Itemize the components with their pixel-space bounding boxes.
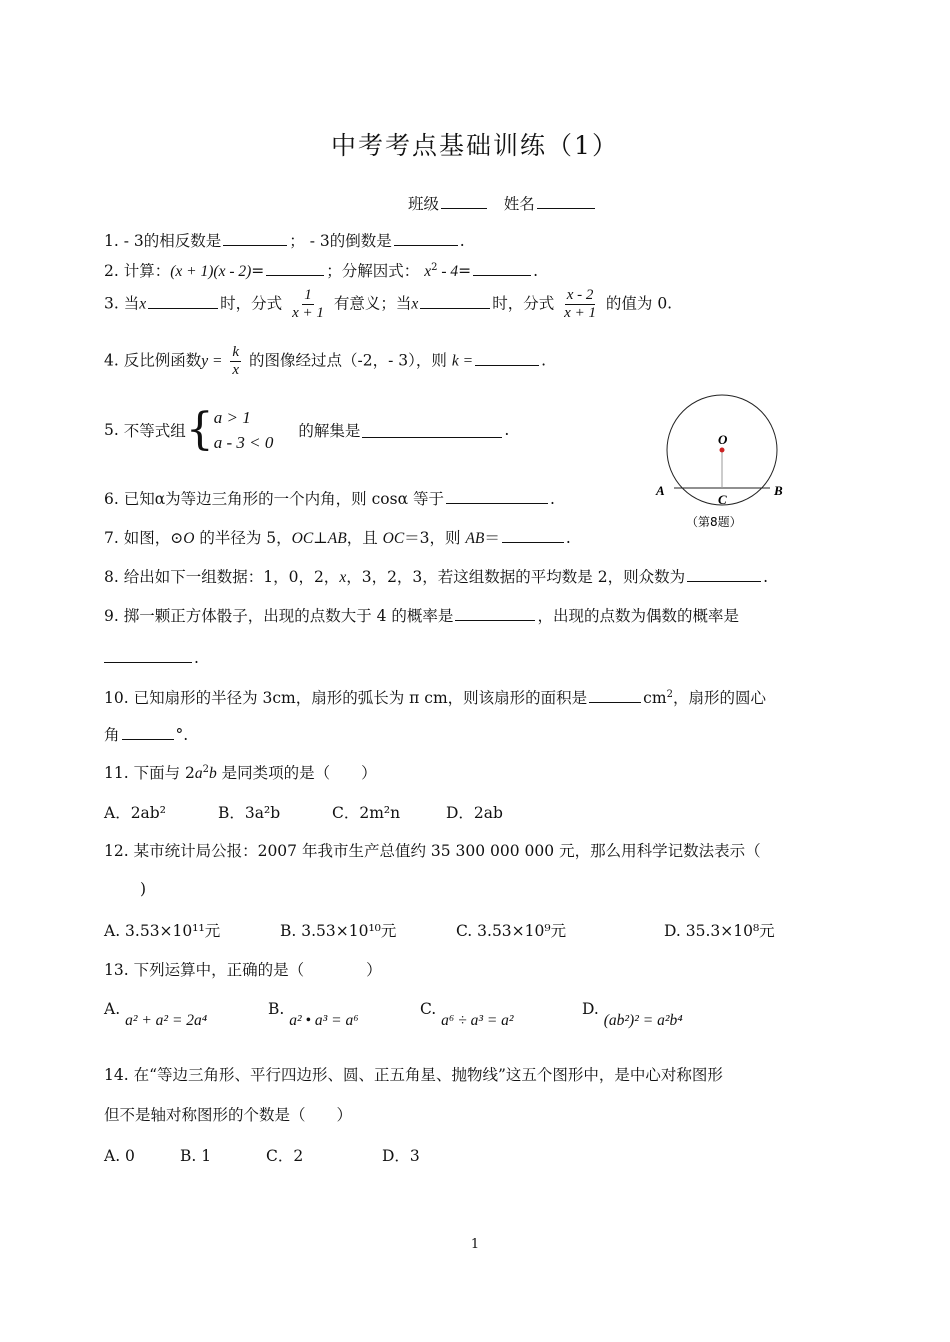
q3-blank-2[interactable]	[420, 294, 490, 309]
label-b: B	[774, 483, 783, 498]
q7-AB: AB	[327, 530, 347, 547]
q2-equals: =	[251, 262, 265, 280]
q2-text-2: ；分解因式：	[326, 262, 420, 280]
q2-blank-2[interactable]	[473, 261, 531, 276]
q3-var: x	[139, 295, 147, 313]
page-number: 1	[470, 1237, 480, 1252]
q4-end: .	[541, 351, 547, 370]
q9-text-2: ，出现的点数为偶数的概率是	[537, 607, 739, 625]
question-13-options	[104, 1000, 683, 1030]
question-8	[104, 565, 768, 587]
question-11	[104, 761, 377, 783]
q7-OC: OC	[291, 530, 314, 547]
q8-text: 8. 给出如下一组数据：1，0，2，	[104, 568, 340, 586]
q8-text-2: ，3，2，3，若这组数据的平均数是 2，则众数为	[346, 568, 686, 586]
q10-text: 10. 已知扇形的半径为 3cm，扇形的弧长为 π cm，则该扇形的面积是	[104, 689, 588, 707]
q13-option-b[interactable]: B. a² • a³ = a⁶	[268, 1000, 359, 1029]
q5-ineq-1: a > 1	[213, 408, 251, 427]
q13-option-c[interactable]: C. a⁶ ÷ a³ = a²	[420, 1000, 514, 1029]
q1-blank-2[interactable]	[394, 231, 458, 246]
q3-text-5: 的值为 0.	[605, 294, 673, 313]
q4-fraction: $\frac{k}{x}$	[232, 344, 240, 378]
q6-blank[interactable]	[446, 489, 548, 504]
q10-blank-2[interactable]	[122, 725, 174, 740]
q14-option-b[interactable]: B. 1	[180, 1147, 212, 1165]
q2-blank-1[interactable]	[266, 261, 324, 276]
q2-expr-rest: - 4	[437, 263, 459, 280]
q2-end: .	[533, 262, 539, 280]
q14-text: 14. 在“等边三角形、平行四边形、圆、正五角星、抛物线”这五个图形中，是中心对称图形	[104, 1066, 723, 1084]
question-3	[104, 287, 672, 322]
q2-exponent: 2	[431, 261, 438, 273]
class-blank[interactable]	[441, 194, 487, 209]
q1-end: .	[459, 232, 465, 250]
q3-blank-1[interactable]	[148, 294, 218, 309]
header-line	[408, 192, 597, 214]
q5-text: 不等式组	[123, 422, 186, 440]
q5-end: .	[504, 421, 510, 439]
q11-b: b	[209, 765, 217, 782]
figure-caption: （第8题）	[686, 515, 742, 529]
q3-text-2: 时，分式	[220, 294, 283, 313]
q11-option-b[interactable]: B．3a²b	[218, 804, 281, 822]
q7-AB-2: AB	[465, 530, 485, 547]
name-label: 姓名	[503, 195, 535, 213]
question-2	[104, 259, 538, 281]
q1-sep: ；	[289, 232, 305, 250]
label-o: O	[718, 432, 728, 447]
q14-option-a[interactable]: A. 0	[104, 1147, 135, 1165]
question-14	[104, 1063, 723, 1085]
q10-text-2: ，扇形的圆心	[672, 689, 766, 707]
q12-text: 12. 某市统计局公报：2007 年我市生产总值约 35 300 000 000 元，那么用科学记数法表示（	[104, 842, 761, 860]
q13-option-a[interactable]: A. a² + a² = 2a⁴	[104, 1000, 208, 1029]
q1-number: 1.	[104, 232, 119, 250]
q3-fraction-1: $\frac{1}{x + 1}$	[292, 287, 324, 321]
q1-blank-1[interactable]	[223, 231, 287, 246]
q9-blank-2[interactable]	[104, 648, 192, 663]
question-14-options	[104, 1144, 420, 1166]
q7-text-2: 的半径为 5，	[194, 529, 292, 547]
question-13	[104, 958, 382, 980]
q11-text: 11. 下面与 2	[104, 764, 195, 782]
q5-text-2: 的解集是	[298, 422, 361, 440]
q11-option-c[interactable]: C．2m²n	[332, 804, 401, 822]
q5-blank[interactable]	[362, 423, 502, 438]
q6-text: 6. 已知α为等边三角形的一个内角，则 cosα 等于	[104, 490, 444, 508]
q3-fraction-2: $\frac{x - 2}{x + 1}$	[564, 287, 596, 321]
q7-equals: ＝	[484, 529, 500, 547]
q1-text: 的相反数是	[143, 232, 222, 250]
q7-text-3: ，且	[346, 529, 383, 547]
class-label: 班级	[408, 195, 440, 213]
q11-option-a[interactable]: A．2ab²	[104, 804, 166, 822]
q10-end: °.	[175, 726, 189, 744]
q10-text-3: 角	[104, 726, 120, 744]
q4-number: 4.	[104, 351, 119, 370]
q4-text: 反比例函数	[123, 351, 202, 370]
label-c: C	[718, 492, 727, 507]
question-14-cont	[104, 1103, 352, 1125]
question-12-options	[104, 919, 775, 941]
page-title: 中考考点基础训练（1）	[331, 131, 619, 160]
q7-O: O	[183, 530, 195, 547]
q12-option-c[interactable]: C. 3.53×10⁹元	[456, 922, 567, 940]
question-4	[104, 344, 546, 379]
label-a: A	[656, 483, 665, 498]
q9-end: .	[194, 649, 199, 667]
q7-end: .	[565, 529, 571, 547]
q1-value-2: - 3	[309, 232, 330, 250]
question-9-cont	[104, 648, 199, 667]
q11-a: a	[194, 765, 203, 782]
q12-end: )	[140, 880, 147, 898]
question-1	[104, 229, 465, 251]
q8-x: x	[339, 569, 347, 586]
q5-brace: {	[185, 404, 214, 455]
q14-text-2: 但不是轴对称图形的个数是（ ）	[104, 1106, 353, 1124]
q4-y: y =	[201, 352, 223, 370]
q3-number: 3.	[104, 294, 119, 313]
q9-blank-1[interactable]	[455, 606, 535, 621]
name-blank[interactable]	[537, 194, 595, 209]
q7-perp: ⊥	[313, 529, 328, 547]
q7-OC-2: OC	[382, 530, 405, 547]
q7-text: 7. 如图，⊙	[104, 529, 184, 547]
q2-expression: (x + 1)(x - 2)	[170, 263, 252, 280]
q8-end: .	[763, 568, 769, 586]
q7-text-4: ＝3，则	[404, 529, 466, 547]
question-11-options	[104, 801, 503, 823]
q12-option-b[interactable]: B. 3.53×10¹⁰元	[280, 922, 397, 940]
q7-blank[interactable]	[502, 528, 564, 543]
question-10-cont	[104, 723, 188, 745]
q5-ineq-2: a - 3 < 0	[213, 433, 274, 452]
question-7	[104, 526, 571, 548]
q9-text: 9. 掷一颗正方体骰子，出现的点数大于 4 的概率是	[104, 607, 454, 625]
q3-var-2: x	[411, 295, 419, 313]
q3-text-3: 有意义；当	[333, 294, 412, 313]
q4-blank[interactable]	[475, 351, 539, 366]
q3-text: 当	[123, 294, 140, 313]
circle-figure	[650, 392, 800, 532]
q2-equals-2: =	[458, 262, 472, 280]
q11-option-d[interactable]: D．2ab	[446, 804, 503, 822]
q8-blank[interactable]	[687, 567, 761, 582]
q10-blank-1[interactable]	[589, 688, 641, 703]
question-6	[104, 487, 555, 509]
q5-system	[214, 405, 274, 455]
q4-k: k =	[451, 352, 474, 370]
q12-option-a[interactable]: A. 3.53×10¹¹元	[104, 922, 221, 940]
q2-number: 2.	[104, 262, 119, 280]
question-5	[104, 405, 509, 455]
question-12-cont	[140, 880, 146, 898]
q6-end: .	[549, 490, 555, 508]
question-10	[104, 686, 766, 708]
q4-value: - 3	[388, 351, 409, 370]
q4-text-3: ），则	[408, 351, 447, 370]
q3-text-4: 时，分式	[492, 294, 555, 313]
q12-option-d[interactable]: D. 35.3×10⁸元	[664, 922, 775, 940]
q11-exp: 2	[202, 763, 209, 775]
q5-number: 5.	[104, 421, 119, 439]
q2-text: 计算：	[123, 262, 171, 280]
q1-value: - 3	[123, 232, 144, 250]
question-9	[104, 604, 739, 626]
q10-unit: cm	[643, 689, 667, 707]
q2-var: x	[424, 263, 432, 280]
center-dot	[720, 448, 725, 453]
q13-text: 13. 下列运算中，正确的是（ ）	[104, 961, 382, 979]
q4-text-2: 的图像经过点（-2，	[249, 351, 389, 370]
q10-unit-exp: 2	[666, 688, 673, 700]
q11-text-2: 是同类项的是（ ）	[216, 764, 377, 782]
q13-option-d[interactable]: D. (ab²)² = a²b⁴	[582, 1000, 683, 1029]
q14-option-c[interactable]: C．2	[266, 1147, 304, 1165]
q14-option-d[interactable]: D．3	[382, 1147, 420, 1165]
question-12	[104, 839, 761, 861]
q1-text-2: 的倒数是	[329, 232, 392, 250]
